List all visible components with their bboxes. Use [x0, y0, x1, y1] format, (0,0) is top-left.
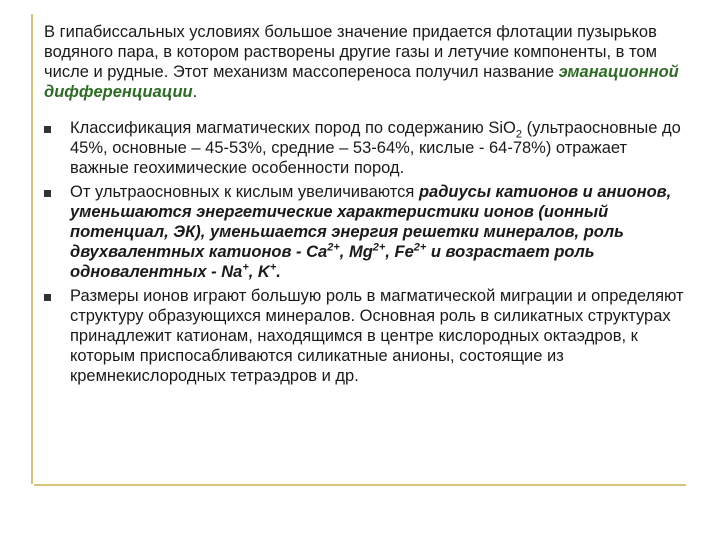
slide-content [44, 22, 684, 390]
intro-highlight-term: эманационной дифференциации [44, 63, 679, 101]
bullet-1-text-a: Классификация магматических пород по содержанию SiO [70, 119, 516, 137]
bullet-2-lead: От ультраосновных к кислым увеличиваются [70, 183, 419, 201]
na-charge: + [242, 261, 249, 274]
square-bullet-icon [44, 190, 51, 197]
k-charge: + [269, 261, 277, 274]
intro-end: . [192, 83, 198, 101]
bullet-item-ion-sizes [44, 286, 684, 386]
intro-paragraph [44, 22, 684, 102]
bullet-1-subscript: 2 [515, 128, 523, 141]
mg-charge: 2+ [372, 241, 386, 254]
fe-charge: 2+ [413, 241, 427, 254]
mg-label: , Mg [339, 243, 373, 261]
bullet-2-mid-text: и возрастает роль одновалентных - Na [70, 243, 595, 281]
slide-frame-bottom-line [34, 484, 686, 486]
bullet-item-trends [44, 182, 684, 282]
bullet-list [44, 118, 684, 386]
intro-text: В гипабиссальных условиях большое значение придается флотации пузырьков водяного пара, в котором растворены другие газы и летучие компоненты, в том числе и рудные. Этот механизм массопереноса получил название [44, 23, 657, 81]
square-bullet-icon [44, 126, 51, 133]
slide-frame-left-line [31, 14, 33, 484]
fe-label: , Fe [385, 243, 414, 261]
ca-charge: 2+ [327, 241, 340, 254]
bullet-1-text-b: (ультраосновные до 45%, основные – 45-53%, средние – 53-64%, кислые - 64-78%) отражает важные геохимические особенности пород. [70, 119, 681, 177]
bullet-3-text: Размеры ионов играют большую роль в магматической миграции и определяют структуру образующихся минералов. Основная роль в силикатных структурах принадлежит катионам, находящимся в центре кислородных октаэдров, к которым приспосабливаются силикатные анионы, состоящие из кремнекислородных тетраэдров и др. [70, 287, 684, 385]
k-label: , K [248, 263, 270, 281]
bullet-2-bold-text: радиусы катионов и анионов, уменьшаются энергетические характеристики ионов (ионный потенциал, ЭК), уменьшается энергия решетки минералов, роль двухвалентных катионов - Ca [70, 183, 672, 261]
bullet-2-end: . [276, 263, 281, 281]
square-bullet-icon [44, 294, 51, 301]
bullet-item-classification [44, 118, 684, 178]
